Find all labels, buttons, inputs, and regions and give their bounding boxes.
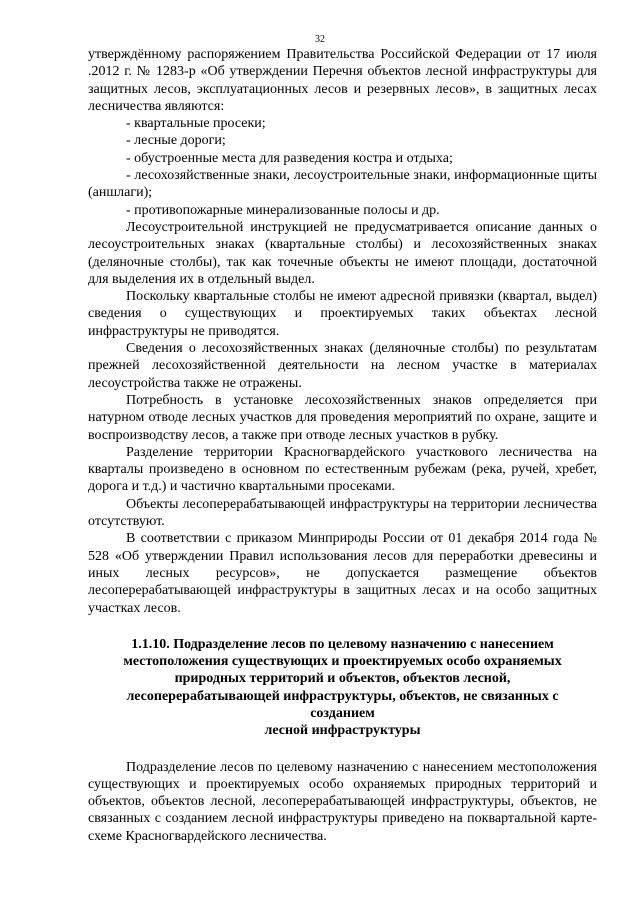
body-paragraph: Сведения о лесохозяйственных знаках (деляночные столбы) по результатам прежней лесохозяйственной деятельности на лесном участке в материалах лесоустройства также не отражены. [88, 341, 597, 391]
document-body [88, 46, 597, 845]
body-paragraph: Объекты лесоперерабатывающей инфраструктуры на территории лесничества отсутствуют. [88, 496, 597, 530]
body-paragraph: В соответствии с приказом Минприроды России от 01 декабря 2014 года № 528 «Об утверждении Правил использования лесов для переработки древесины и иных лесных ресурсов», не допускается размещение объектов лесоперерабатывающей инфраструктуры в защитных лесах и на особо защитных участках лесов. [88, 531, 597, 616]
intro-paragraph: утверждённому распоряжением Правительства Российской Федерации от 17 июля .2012 г. № 1283-р «Об утверждении Перечня объектов лесной инфраструктуры для защитных лесов, эксплуатационных лесов и резервных лесов», в защитных лесах лесничества являются: [88, 47, 597, 114]
body-paragraph: Лесоустроительной инструкцией не предусматривается описание данных о лесоустроительных знаках (квартальные столбы) и лесохозяйственных знаках (деляночные столбы), так как точечные объекты не имеют площади, достаточной для выделения их в отдельный выдел. [88, 219, 597, 287]
bullet-item: - лесохозяйственные знаки, лесоустроительные знаки, информационные щиты (аншлаги); [88, 168, 597, 201]
bullet-item: - квартальные просеки; [126, 116, 266, 132]
section-paragraph: Подразделение лесов по целевому назначению с нанесением местоположения существующих и проектируемых особо охраняемых природных территорий и объектов, объектов лесной, лесоперерабатывающей инфраструктуры, объектов, не связанных с созданием лесной инфраструктуры приведено на поквартальной карте-схеме Красногвардейского лесничества. [88, 759, 597, 844]
section-heading-line: созданием [310, 705, 375, 721]
section-heading-line: 1.1.10. Подразделение лесов по целевому назначению с нанесением [131, 636, 554, 652]
body-paragraph: Потребность в установке лесохозяйственных знаков определяется при натурном отводе лесных участков для проведения мероприятий по охране, защите и воспроизводству лесов, а также при отводе лесных участков в рубку. [88, 392, 597, 443]
bullet-item: - обустроенные места для разведения костра и отдыха; [126, 150, 453, 166]
section-heading-line: природных территорий и объектов, объектов лесной, [174, 671, 511, 687]
page-number: 32 [315, 34, 325, 45]
bullet-item: - противопожарные минерализованные полосы и др. [126, 202, 440, 218]
section-heading-line: лесоперерабатывающей инфраструктуры, объектов, не связанных с [126, 688, 559, 704]
body-paragraph: Поскольку квартальные столбы не имеют адресной привязки (квартал, выдел) сведения о существующих и проектируемых таких объектах лесной инфраструктуры не приводятся. [88, 289, 597, 339]
section-heading-line: местоположения существующих и проектируемых особо охраняемых [123, 654, 562, 670]
bullet-item: - лесные дороги; [126, 133, 226, 149]
section-heading-line: лесной инфраструктуры [264, 723, 421, 739]
body-paragraph: Разделение территории Красногвардейского участкового лесничества на кварталы произведено в основном по естественным рубежам (река, ручей, хребет, дорога и т.д.) и частично квартальными просеками. [88, 444, 597, 495]
section-heading [88, 636, 597, 740]
